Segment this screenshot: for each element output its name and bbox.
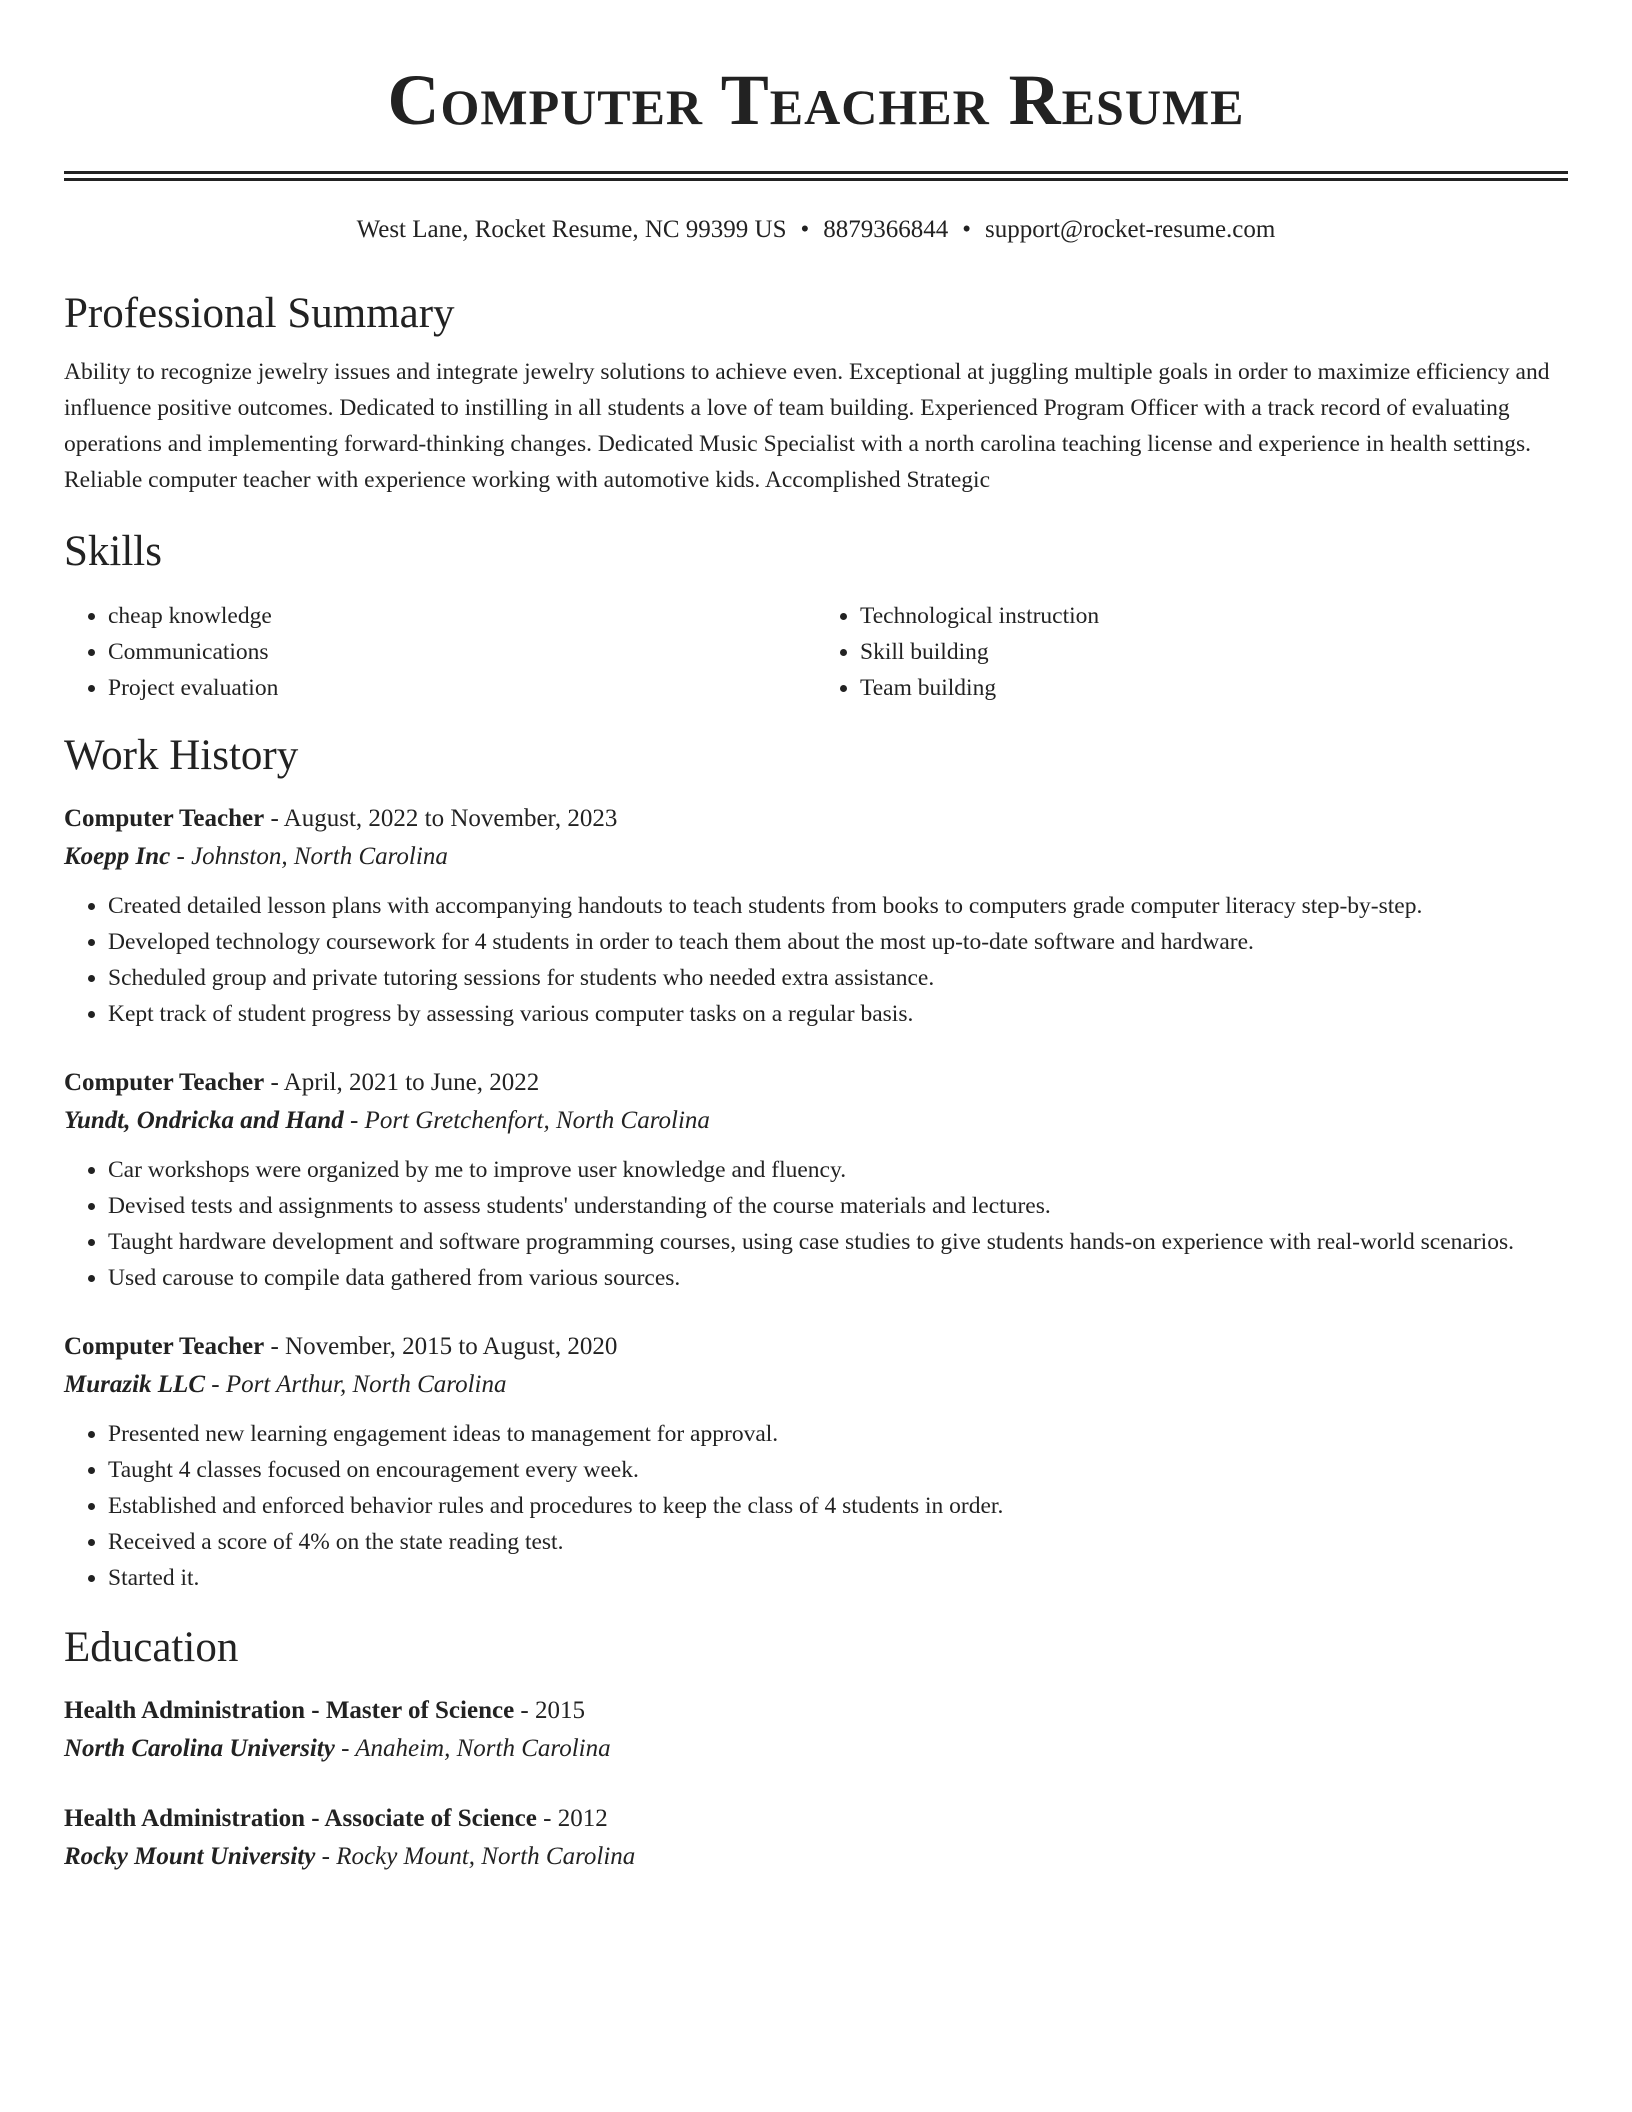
skill-item: • Communications — [108, 634, 816, 670]
education-entry — [64, 1800, 1568, 1876]
job-title-line — [64, 1064, 1568, 1102]
job-bullet: • Devised tests and assignments to assess students' understanding of the course materials and lectures. — [108, 1188, 1568, 1224]
job-bullets — [64, 888, 1568, 1032]
education-heading: Education — [64, 1624, 239, 1671]
job-title-line — [64, 1328, 1568, 1366]
job-bullet: • Car workshops were organized by me to improve user knowledge and fluency. — [108, 1152, 1568, 1188]
job-bullet: • Used carouse to compile data gathered from various sources. — [108, 1260, 1568, 1296]
contact-address: West Lane, Rocket Resume, NC 99399 US — [356, 216, 787, 243]
job-bullet: • Taught hardware development and software programming courses, using case studies to give students hands-on experience with real-world scenarios. — [108, 1224, 1568, 1260]
resume-title: Computer Teacher Resume — [387, 60, 1245, 140]
job-bullet: • Kept track of student progress by assessing various computer tasks on a regular basis. — [108, 996, 1568, 1032]
degree-name: Health Administration - Master of Science — [64, 1697, 515, 1724]
title-divider — [64, 171, 1568, 181]
contact-phone: 8879366844 — [823, 216, 949, 243]
school-location: - Rocky Mount, North Carolina — [315, 1843, 636, 1870]
job-company-line — [64, 838, 1568, 876]
school-name: Rocky Mount University — [64, 1843, 316, 1870]
job-role: Computer Teacher — [64, 805, 265, 832]
skill-item: • cheap knowledge — [108, 598, 816, 634]
job-bullet: • Created detailed lesson plans with accompanying handouts to teach students from books to computers grade computer literacy step-by-step. — [108, 888, 1568, 924]
job-location: - Johnston, North Carolina — [170, 843, 448, 870]
school-location: - Anaheim, North Carolina — [334, 1735, 611, 1762]
summary-text: Ability to recognize jewelry issues and integrate jewelry solutions to achieve even. Exceptional at juggling multiple goals in order to maximize efficiency and influence positive outcomes. Dedicated to instilling in all students a love of team building. Experienced Program Officer with a track record of evaluating operations and implementing forward-thinking changes. Dedicated Music Specialist with a north carolina teaching license and experience in health settings. Reliable computer teacher with experience working with automotive kids. Accomplished Strategic — [64, 359, 1550, 493]
job-role: Computer Teacher — [64, 1333, 265, 1360]
skill-item: • Technological instruction — [860, 598, 1568, 634]
skill-item: • Team building — [860, 670, 1568, 706]
job-company-line — [64, 1102, 1568, 1140]
job-dates: - April, 2021 to June, 2022 — [264, 1069, 540, 1096]
degree-year: - 2015 — [514, 1697, 585, 1724]
degree-year: - 2012 — [536, 1805, 608, 1832]
job-bullet: • Presented new learning engagement ideas to management for approval. — [108, 1416, 1568, 1452]
contact-line — [64, 214, 1568, 246]
school-line — [64, 1838, 1568, 1876]
skills-list — [64, 598, 1568, 706]
job-company: Murazik LLC — [64, 1371, 206, 1398]
skill-item: • Skill building — [860, 634, 1568, 670]
summary-heading: Professional Summary — [64, 290, 455, 337]
school-name: North Carolina University — [64, 1735, 335, 1762]
job-entry — [64, 1328, 1568, 1596]
job-bullet: • Received a score of 4% on the state reading test. — [108, 1524, 1568, 1560]
job-company-line — [64, 1366, 1568, 1404]
job-location: - Port Gretchenfort, North Carolina — [343, 1107, 710, 1134]
job-entry — [64, 1064, 1568, 1296]
job-bullets — [64, 1152, 1568, 1296]
job-bullets — [64, 1416, 1568, 1596]
job-company: Koepp Inc — [64, 843, 171, 870]
skill-item: • Project evaluation — [108, 670, 816, 706]
degree-line — [64, 1692, 1568, 1730]
job-location: - Port Arthur, North Carolina — [205, 1371, 507, 1398]
education-entry — [64, 1692, 1568, 1768]
contact-separator: • — [800, 216, 810, 243]
job-bullet: • Scheduled group and private tutoring sessions for students who needed extra assistance. — [108, 960, 1568, 996]
job-bullet: • Established and enforced behavior rules and procedures to keep the class of 4 students in order. — [108, 1488, 1568, 1524]
contact-email: support@rocket-resume.com — [985, 216, 1276, 243]
job-bullet: • Taught 4 classes focused on encouragement every week. — [108, 1452, 1568, 1488]
job-dates: - November, 2015 to August, 2020 — [264, 1333, 618, 1360]
job-company: Yundt, Ondricka and Hand — [64, 1107, 344, 1134]
skills-heading: Skills — [64, 528, 162, 575]
work-history-heading: Work History — [64, 732, 299, 779]
job-bullet: • Developed technology coursework for 4 students in order to teach them about the most up-to-date software and hardware. — [108, 924, 1568, 960]
school-line — [64, 1730, 1568, 1768]
job-role: Computer Teacher — [64, 1069, 265, 1096]
job-dates: - August, 2022 to November, 2023 — [264, 805, 618, 832]
skills-column-left — [64, 598, 816, 706]
skills-column-right — [816, 598, 1568, 706]
job-bullet: • Started it. — [108, 1560, 1568, 1596]
job-title-line — [64, 800, 1568, 838]
degree-line — [64, 1800, 1568, 1838]
degree-name: Health Administration - Associate of Science — [64, 1805, 537, 1832]
job-entry — [64, 800, 1568, 1032]
contact-separator: • — [962, 216, 972, 243]
